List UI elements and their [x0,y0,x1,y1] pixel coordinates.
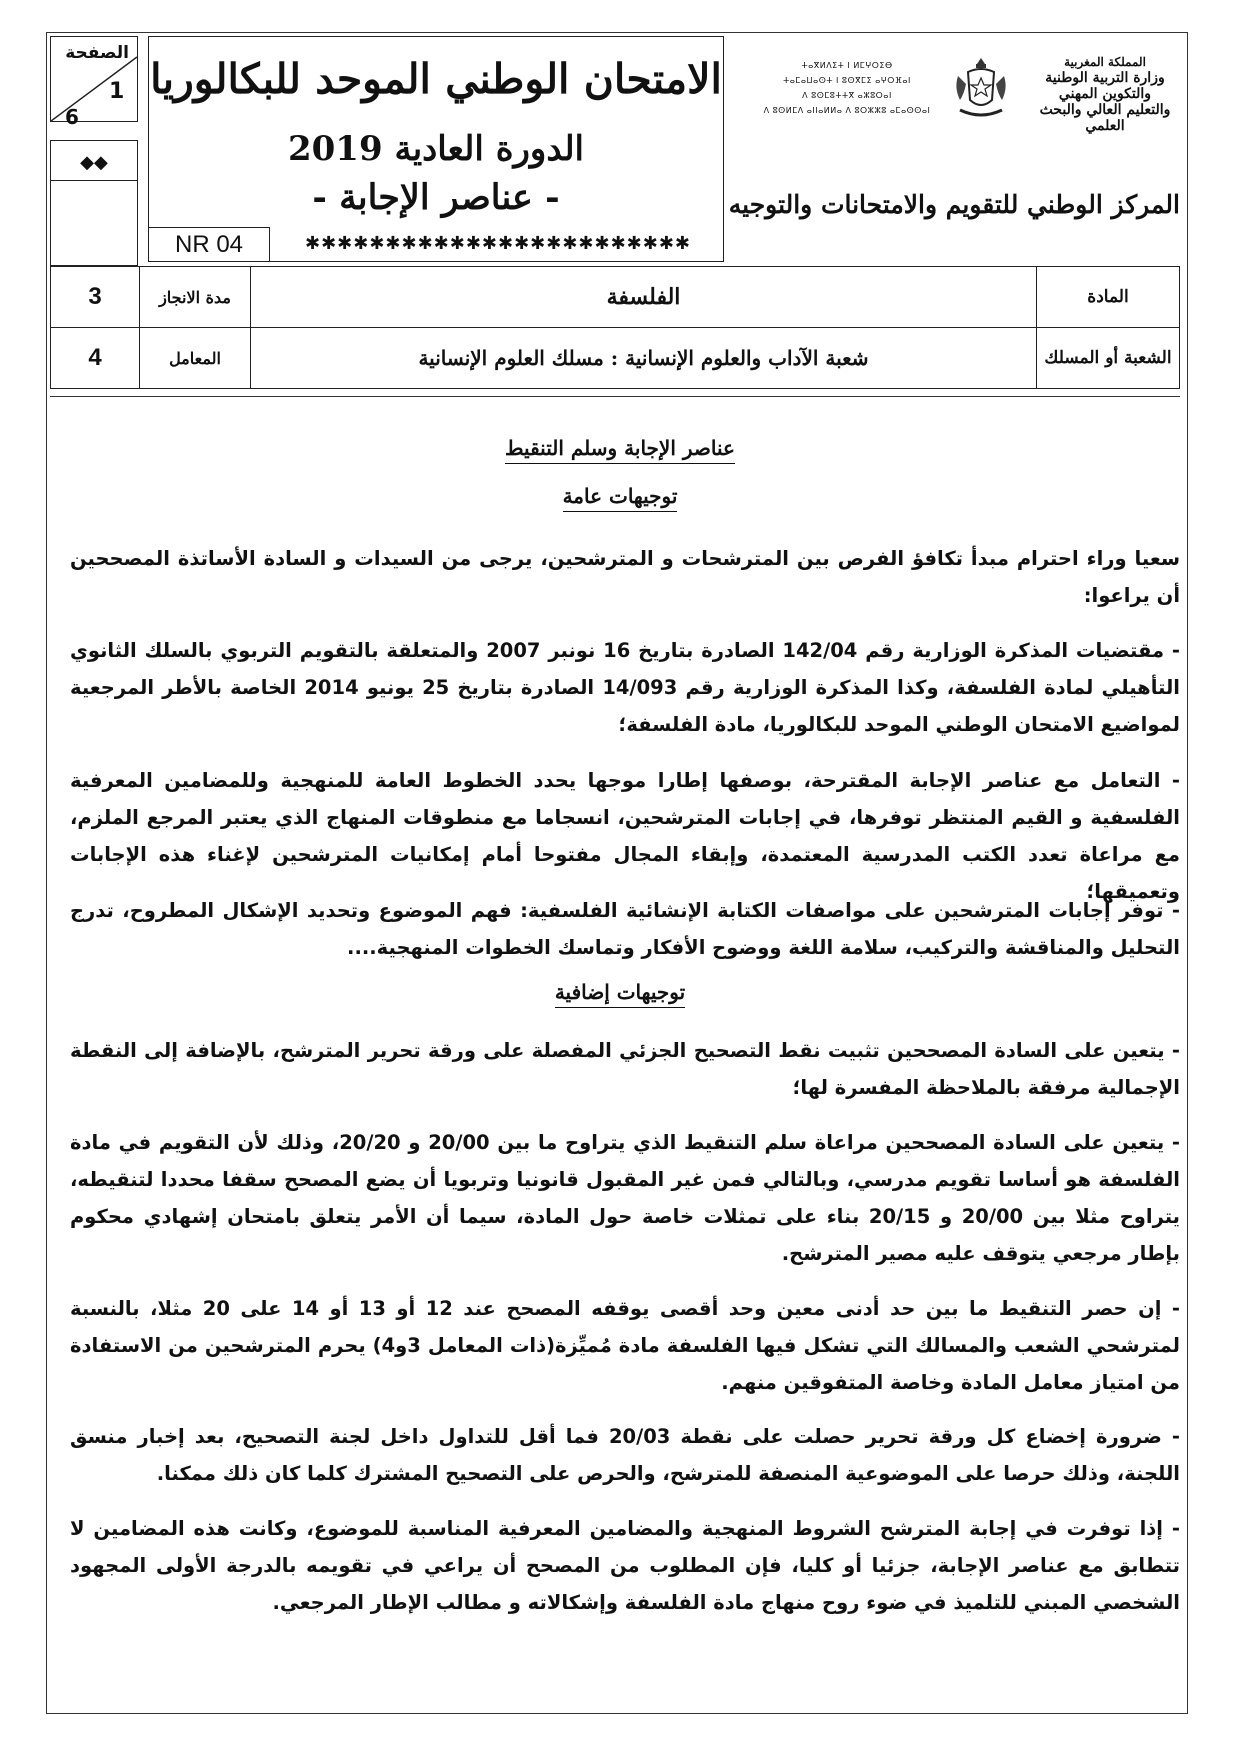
page-number: 1 [109,79,125,104]
ministry-line: والتكوين المهني [1058,86,1152,102]
general-item: - مقتضيات المذكرة الوزارية رقم 142/04 الصادرة بتاريخ 16 نونبر 2007 والمتعلقة بالتقويم التربوي بالسلك الثانوي التأهيلي لمادة الفلسفة، وكذا المذكرة الوزارية رقم 14/093 الصادرة بتاريخ 25 يونيو 2014 الخاصة بالأطر المرجعية لمواضيع الامتحان الوطني الموحد للبكالوريا، مادة الفلسفة؛ [70,639,1180,736]
extra-heading-text: توجيهات إضافية [555,980,685,1008]
exam-title-box [148,36,724,262]
coef-value: 4 [51,328,140,389]
ministry-arabic [1030,54,1180,134]
ministry-line: المملكة المغربية [1064,55,1146,69]
session-title: الدورة العادية 2019 [287,129,585,169]
page-label: الصفحة [65,43,129,63]
main-heading [0,436,1240,460]
extra-heading [0,980,1240,1004]
tifinagh-line: ⴷ ⵓⵙⵍⵎⴷ ⴰⵏⵏⴰⵍⵍⴰ ⴷ ⵓⵔⵣⵣⵓ ⴰⵎⴰⵙⵙⴰⵏ [763,106,931,115]
subject-table [50,266,1180,389]
track-label: الشعبة أو المسلك [1037,328,1180,389]
subject-label: المادة [1037,267,1180,328]
ministry-header [760,50,1180,140]
main-heading-text: عناصر الإجابة وسلم التنقيط [505,436,735,464]
extra-item: - إن حصر التنقيط ما بين حد أدنى معين وحد أقصى يوقفه المصحح عند 12 أو 13 أو 14 على 20 مثلا، بالنسبة لمترشحي الشعب والمسالك التي تشكل فيها الفلسفة مادة مُميِّزة(ذات المعامل 3و4) يحرم المترشحين من الاستفادة من امتياز معامل المادة وخاصة المتفوقين منهم. [70,1297,1180,1394]
extra-item: - ضرورة إخضاع كل ورقة تحرير حصلت على نقطة 20/03 فما أقل للتداول داخل لجنة التصحيح، بعد إخبار منسق اللجنة، وذلك حرصا على الموضوعية المنصفة للمترشح، والحرص على التصحيح المشترك كلما كان ذلك ممكنا. [70,1425,1180,1485]
duration-label: مدة الانجاز [140,267,251,328]
general-item: - توفر إجابات المترشحين على مواصفات الكتابة الإنشائية الفلسفية: فهم الموضوع وتحديد الإشكال المطروح، تدرج التحليل والمناقشة والتركيب، سلامة اللغة ووضوح الأفكار وتماسك الخطوات المنهجية.... [70,899,1180,959]
center-name: المركز الوطني للتقويم والامتحانات والتوجيه [728,190,1180,219]
blank-box [50,180,138,266]
intro-paragraph: سعيا وراء احترام مبدأ تكافؤ الفرص بين المترشحات و المترشحين، يرجى من السيدات و السادة الأساتذة المصححين أن يراعوا: [70,547,1180,607]
exam-code: NR 04 [149,227,270,262]
ministry-line: وزارة التربية الوطنية [1045,70,1165,86]
stars-line: ✱✱✱✱✱✱✱✱✱✱✱✱✱✱✱✱✱✱✱✱✱✱✱✱ [305,233,691,254]
extra-item: - إذا توفرت في إجابة المترشح الشروط المنهجية والمضامين المعرفية المناسبة للموضوع، وكانت هذه المضامين لا تتطابق مع عناصر الإجابة، جزئيا أو كليا، فإن المطلوب من المصحح أن يراعي في تقويمه بالدرجة الأولى المجهود الشخصي المبني للتلميذ في ضوء روح منهاج مادة الفلسفة وإشكالاته و مطالب الإطار المرجعي. [70,1517,1180,1614]
page-number-box [50,36,138,129]
marks-box: ◆◆ [50,140,138,181]
coef-label: المعامل [140,328,251,389]
page-total: 6 [65,105,79,129]
general-heading [0,484,1240,508]
doc-type: - عناصر الإجابة - [312,177,560,218]
tifinagh-line: ⴷ ⵓⵙⵎⵓⵜⵜⴳ ⴰⵣⵓⵔⴰⵏ [802,91,892,100]
exam-title: الامتحان الوطني الموحد للبكالوريا [150,55,722,103]
ministry-tifinagh [762,58,932,118]
track-value: شعبة الآداب والعلوم الإنسانية : مسلك العلوم الإنسانية [251,328,1037,389]
extra-item: - يتعين على السادة المصححين تثبيت نقط التصحيح الجزئي المفصلة على ورقة تحرير المترشح، بالإضافة إلى النقطة الإجمالية مرفقة بالملاحظة المفسرة لها؛ [70,1039,1180,1099]
subject-value: الفلسفة [251,267,1037,328]
kingdom-emblem-icon [950,54,1012,122]
tifinagh-line: ⵜⴰⵎⴰⵡⴰⵙⵜ ⵏ ⵓⵙⴳⵎⵉ ⴰⵖⵔⴼⴰⵏ [783,76,911,85]
extra-item: - يتعين على السادة المصححين مراعاة سلم التنقيط الذي يتراوح ما بين 20/00 و 20/20، وذلك لأن التقويم في مادة الفلسفة هو أساسا تقويم مدرسي، وبالتالي فمن غير المقبول قانونيا وتربويا أن يضع المصحح سقفا محددا لتنقيطه، يتراوح مثلا بين 20/00 و 20/15 بناء على تمثلات خاصة حول المادة، سيما أن الأمر يتعلق بامتحان إشهادي محكوم بإطار مرجعي يتوقف عليه مصير المترشح. [70,1131,1181,1265]
ministry-line: والتعليم العالي والبحث العلمي [1039,102,1171,134]
duration-value: 3 [51,267,140,328]
tifinagh-line: ⵜⴰⴳⵍⴷⵉⵜ ⵏ ⵍⵎⵖⵔⵉⴱ [801,61,893,70]
general-item: - التعامل مع عناصر الإجابة المقترحة، بوصفها إطارا موجها يحدد الخطوط العامة للمنهجية وللمضامين المعرفية الفلسفية و القيم المنتظر توفرها، في إجابات المترشحين، انسجاما مع منطوقات المنهاج الذي يعتبر المرجع الملزم، مع مراعاة تعدد الكتب المدرسية المعتمدة، وإبقاء المجال مفتوحا أمام إمكانيات المترشحين لإغناء هذه الإجابات وتعميقها؛ [70,769,1180,903]
general-heading-text: توجيهات عامة [563,484,678,512]
